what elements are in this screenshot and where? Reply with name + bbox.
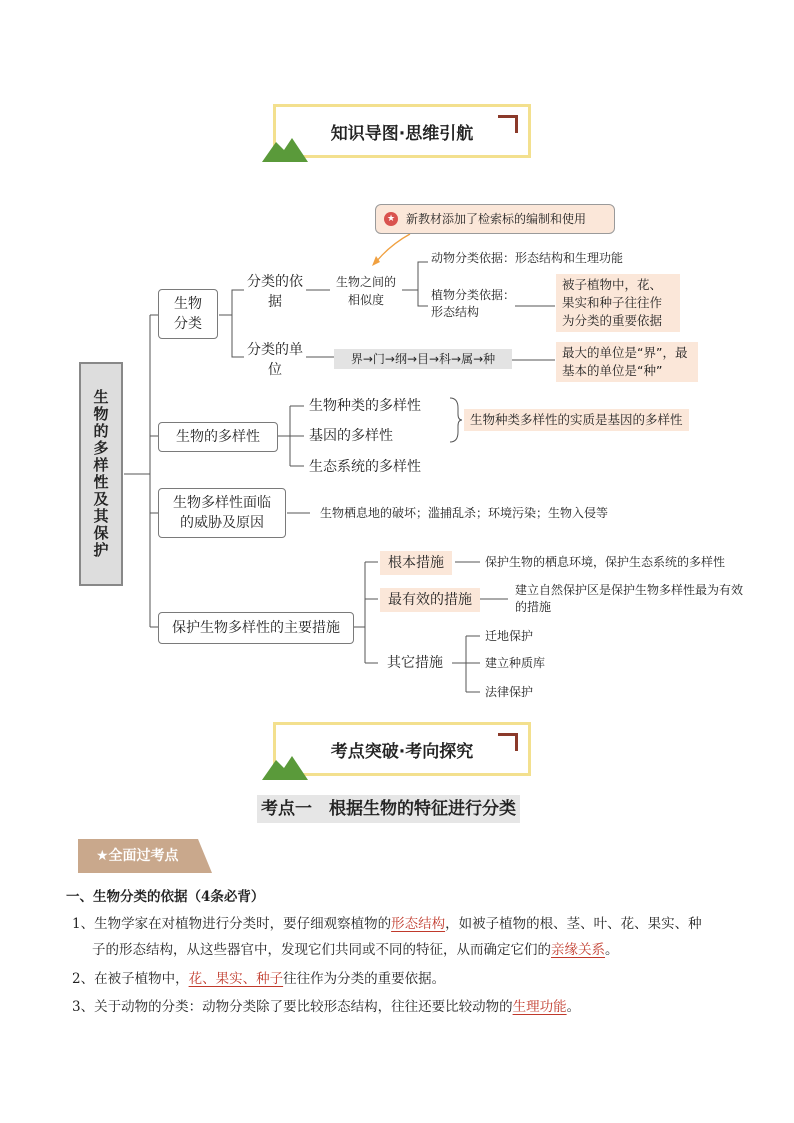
- node-label: 分类的依据: [247, 274, 303, 310]
- animal-basis: 动物分类依据：形态结构和生理功能: [431, 251, 624, 265]
- node-label: 生物分类: [174, 296, 202, 332]
- key-term: 亲缘关系: [551, 942, 605, 958]
- node-label: 生物的多样性: [176, 429, 260, 445]
- text: 。: [566, 999, 581, 1015]
- threat-causes: 生物栖息地的破坏；滥捕乱杀；环境污染；生物入侵等: [320, 506, 609, 520]
- unit-chain: 界→门→纲→目→科→属→种: [334, 349, 512, 369]
- node-similarity: [334, 273, 398, 309]
- plant-note: 被子植物中，花、果实和种子往往作为分类的重要依据: [556, 274, 680, 332]
- other-legal: 法律保护: [485, 685, 534, 699]
- measure-most-effective: 最有效的措施: [380, 588, 480, 612]
- measure-fundamental: 根本措施: [380, 551, 452, 575]
- text: 2、在被子植物中，: [72, 971, 189, 987]
- node-classification: [158, 289, 218, 339]
- node-basis: [246, 272, 304, 312]
- root-label: 生物的多样性及其保护: [91, 389, 110, 559]
- key-term: 花、果实、种子: [188, 971, 284, 987]
- text: 3、关于动物的分类：动物分类除了要比较形态结构，往往还要比较动物的: [72, 999, 513, 1015]
- new-curriculum-note: [375, 204, 615, 234]
- paragraph-2: [72, 966, 445, 992]
- star-badge-icon: ★: [384, 212, 398, 226]
- node-label: 生物之间的相似度: [335, 275, 396, 307]
- section-title: 考点一 根据生物的特征进行分类: [257, 795, 520, 823]
- diversity-species: 生物种类的多样性: [309, 398, 421, 414]
- measure-fundamental-text: 保护生物的栖息环境，保护生态系统的多样性: [485, 555, 726, 569]
- plant-basis: 植物分类依据：形态结构: [431, 288, 516, 319]
- diversity-gene: 基因的多样性: [309, 428, 393, 444]
- unit-note: 最大的单位是“界”，最基本的单位是“种”: [556, 342, 698, 382]
- other-ex-situ: 迁地保护: [485, 629, 534, 643]
- text: 往往作为分类的重要依据。: [283, 971, 446, 987]
- text: 1、生物学家在对植物进行分类时，要仔细观察植物的: [72, 916, 392, 932]
- banner-exam-points: [273, 722, 531, 776]
- node-label: 保护生物多样性的主要措施: [172, 620, 340, 636]
- paragraph-1: [72, 911, 732, 963]
- node-label: 生物多样性面临的威胁及原因: [173, 495, 271, 531]
- node-label: 分类的单位: [247, 342, 303, 378]
- banner-title: 考点突破·考向探究: [330, 741, 474, 762]
- node-diversity: [158, 422, 278, 452]
- key-term: 形态结构: [391, 916, 446, 932]
- text: ，如被子植物的根、茎、叶、花、果实、种: [445, 916, 702, 932]
- text: 子的形态结构，从这些器官中，发现它们共同或不同的特征，从而确定它们的: [92, 942, 551, 958]
- diversity-ecosystem: 生态系统的多样性: [309, 459, 421, 475]
- mountain-icon: [262, 754, 308, 780]
- tag-label: ★全面过考点: [96, 848, 179, 864]
- paragraph-3: [72, 994, 580, 1020]
- overview-tag: [78, 839, 212, 873]
- key-term: 生理功能: [512, 999, 567, 1015]
- node-unit: [246, 340, 304, 380]
- banner-decoration: [498, 733, 518, 736]
- heading-classification-basis: 一、生物分类的依据（4条必背）: [66, 889, 265, 905]
- banner-title: 知识导图·思维引航: [330, 123, 474, 144]
- node-threat: [158, 488, 286, 538]
- other-germplasm: 建立种质库: [485, 656, 546, 670]
- root-node: [79, 362, 123, 586]
- node-protection: [158, 612, 354, 644]
- text: 。: [605, 942, 619, 958]
- measure-other: 其它措施: [387, 655, 443, 671]
- diversity-note: 生物种类多样性的实质是基因的多样性: [464, 409, 689, 431]
- note-text: 新教材添加了检索标的编制和使用: [406, 211, 587, 226]
- measure-most-effective-text: 建立自然保护区是保护生物多样性最为有效的措施: [515, 583, 744, 614]
